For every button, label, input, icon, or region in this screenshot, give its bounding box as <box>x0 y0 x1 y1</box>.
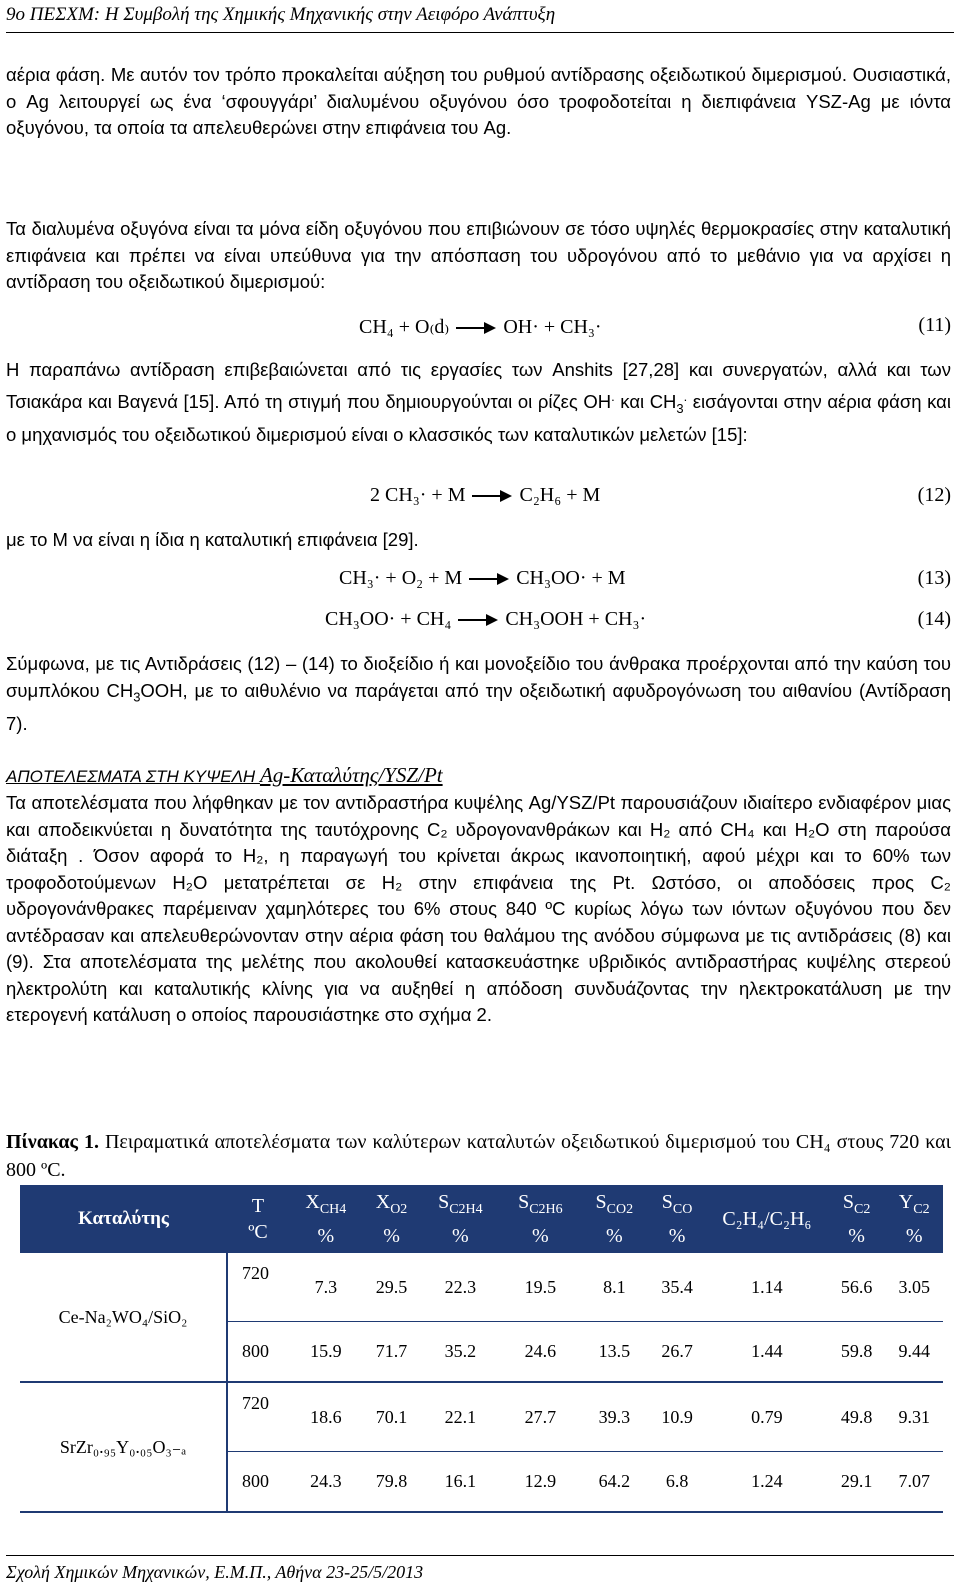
equation-11 <box>0 314 951 342</box>
col-sco: $S_{CO}$ % <box>648 1185 706 1253</box>
value-cell: 15.9 <box>289 1322 363 1383</box>
reaction-arrow-icon <box>456 322 496 334</box>
reaction-arrow-icon <box>458 614 498 626</box>
results-table <box>20 1185 943 1513</box>
eq11-number: (11) <box>918 314 951 336</box>
temperature-cell: 800 <box>227 1322 289 1383</box>
value-cell: 71.7 <box>363 1322 421 1383</box>
value-cell: 1.44 <box>706 1322 828 1383</box>
eq14-lhs: CH₃OO· + CH₄ <box>325 608 452 630</box>
paragraph-5: Σύμφωνα, με τις Αντιδράσεις (12) – (14) το διοξείδιο ή και μονοξείδιο του άνθρακα προέρχονται από την καύση του συμπλόκου $CH_3OOH$, με το αιθυλένιο να παράγεται από την οξειδωτική αφυδρογόνωση του αιθανίου (Αντίδραση 7). <box>6 653 951 734</box>
value-cell: 56.6 <box>828 1253 886 1322</box>
eq11-rhs: OH· + CH₃· <box>503 316 602 338</box>
temperature-cell: 720 <box>227 1253 289 1322</box>
col-catalyst: Καταλύτης <box>20 1185 227 1253</box>
value-cell: 27.7 <box>500 1382 580 1452</box>
table-row <box>20 1382 943 1452</box>
value-cell: 8.1 <box>580 1253 648 1322</box>
value-cell: 9.44 <box>885 1322 943 1383</box>
eq12-number: (12) <box>917 484 951 506</box>
value-cell: 0.79 <box>706 1382 828 1452</box>
value-cell: 70.1 <box>363 1382 421 1452</box>
value-cell: 49.8 <box>828 1382 886 1452</box>
value-cell: 24.3 <box>289 1452 363 1513</box>
col-temperature: T ºC <box>227 1185 289 1253</box>
eq12-rhs: C₂H₆ + M <box>519 484 601 506</box>
col-xch4: $X_{CH4}$ % <box>289 1185 363 1253</box>
eq13-number: (13) <box>917 567 951 589</box>
paragraph-1: αέρια φάση. Με αυτόν τον τρόπο προκαλείται αύξηση του ρυθμού αντίδρασης οξειδωτικού διμερισμού. Ουσιαστικά, ο Ag λειτουργεί ως ένα ‘σφουγγάρι’ διαλυμένου οξυγόνου όσο τροφοδοτείται η διεπιφάνεια YSZ-Ag με ιόντα οξυγόνου, τα οποία τα απελευθερώνει στην επιφάνεια του Ag. <box>6 64 951 138</box>
reaction-arrow-icon <box>469 573 509 585</box>
value-cell: 3.05 <box>885 1253 943 1322</box>
table-label: Πίνακας 1. <box>6 1131 99 1153</box>
col-xo2: $X_{O2}$ % <box>363 1185 421 1253</box>
eq13-rhs: CH₃OO· + M <box>516 567 626 589</box>
value-cell: 7.07 <box>885 1452 943 1513</box>
table-header-row <box>20 1185 943 1253</box>
value-cell: 18.6 <box>289 1382 363 1452</box>
value-cell: 7.3 <box>289 1253 363 1322</box>
equation-14 <box>0 608 951 636</box>
value-cell: 64.2 <box>580 1452 648 1513</box>
value-cell: 29.1 <box>828 1452 886 1513</box>
value-cell: 16.1 <box>420 1452 500 1513</box>
value-cell: 29.5 <box>363 1253 421 1322</box>
value-cell: 6.8 <box>648 1452 706 1513</box>
col-ratio: C₂H₄/C₂H₆ <box>706 1185 828 1253</box>
eq11-lhs: CH₄ + O₍d₎ <box>359 316 450 338</box>
running-footer: Σχολή Χημικών Μηχανικών, Ε.Μ.Π., Αθήνα 23-25/5/2013 <box>6 1555 954 1583</box>
paragraph-6: Τα αποτελέσματα που λήφθηκαν με τον αντιδραστήρα κυψέλης Ag/YSZ/Pt παρουσιάζουν ιδιαίτερο ενδιαφέρον μιας και αποδεικνύεται η δυνατότητα της ταυτόχρονης C₂ υδρογονανθράκων και H₂ από CH₄ και H₂O στη παρούσα διάταξη . Όσον αφορά το H₂, η παραγωγή του κρίνεται άκρως ικανοποιητική, αφού μέχρι και το 60% των τροφοδοτούμενων H₂O μετατρέπεται σε H₂ στην επιφάνεια της Pt. Ωστόσο, οι αποδόσεις προς C₂ υδρογονάνθρακες παρέμειναν χαμηλότερες του 6% στους 840 ºC κυρίως λόγω των ιόντων οξυγόνου που δεν αντέδρασαν και απελευθερώνονταν στην αέρια φάση του θαλάμου της ανόδου σύμφωνα με τις αντιδράσεις (8) και (9). Στα αποτελέσματα της μελέτης που ακολουθεί κατασκευάστηκε υβριδικός αντιδραστήρας κυψέλης στερεού ηλεκτρολύτη και καταλυτικής κλίνης για να αυξηθεί η απόδοση συνδυάζοντας την ηλεκτροκατάλυση με την ετερογενή κατάλυση ο οποίος παρουσιάστηκε στο σχήμα 2. <box>6 792 951 1025</box>
value-cell: 79.8 <box>363 1452 421 1513</box>
value-cell: 22.3 <box>420 1253 500 1322</box>
eq13-lhs: CH₃· + O₂ + M <box>339 567 463 589</box>
value-cell: 39.3 <box>580 1382 648 1452</box>
section-heading: ΑΠΟΤΕΛΕΣΜΑΤΑ ΣΤΗ ΚΥΨΕΛΗ Ag-Καταλύτης/YSZ/Pt <box>6 763 443 787</box>
table-caption: Πίνακας 1. Πειραματικά αποτελέσματα των καλύτερων καταλυτών οξειδωτικού διμερισμού του CH₄ στους 720 και 800 ºC. <box>6 1131 952 1181</box>
reaction-arrow-icon <box>472 490 512 502</box>
temperature-cell: 800 <box>227 1452 289 1513</box>
col-sc2h4: $S_{C2H4}$ % <box>420 1185 500 1253</box>
value-cell: 26.7 <box>648 1322 706 1383</box>
value-cell: 35.4 <box>648 1253 706 1322</box>
value-cell: 12.9 <box>500 1452 580 1513</box>
col-yc2: $Y_{C2}$ % <box>885 1185 943 1253</box>
value-cell: 10.9 <box>648 1382 706 1452</box>
value-cell: 1.14 <box>706 1253 828 1322</box>
paragraph-2: Τα διαλυμένα οξυγόνα είναι τα μόνα είδη οξυγόνου που επιβιώνουν σε τόσο υψηλές θερμοκρασίες στην καταλυτική επιφάνεια και πρέπει να είναι υπεύθυνα για την απόσπαση του υδρογόνου από το μεθάνιο για να αρχίσει η αντίδραση του οξειδωτικού διμερισμού: <box>6 218 951 292</box>
col-sco2: $S_{CO2}$ % <box>580 1185 648 1253</box>
value-cell: 22.1 <box>420 1382 500 1452</box>
value-cell: 24.6 <box>500 1322 580 1383</box>
value-cell: 9.31 <box>885 1382 943 1452</box>
equation-12 <box>0 484 951 512</box>
equation-13 <box>0 567 951 595</box>
running-header: 9ο ΠΕΣΧΜ: Η Συμβολή της Χημικής Μηχανικής στην Αειφόρο Ανάπτυξη <box>6 4 954 33</box>
paragraph-4: με το Μ να είναι η ίδια η καταλυτική επιφάνεια [29]. <box>6 529 419 550</box>
eq14-number: (14) <box>917 608 951 630</box>
table-row <box>20 1253 943 1322</box>
eq12-lhs: 2 CH₃· + M <box>370 484 466 506</box>
value-cell: 13.5 <box>580 1322 648 1383</box>
catalyst-cell: SrZr₀.₉₅Y₀.₀₅O₃₋ₐ <box>20 1382 227 1512</box>
value-cell: 1.24 <box>706 1452 828 1513</box>
value-cell: 59.8 <box>828 1322 886 1383</box>
temperature-cell: 720 <box>227 1382 289 1452</box>
paragraph-3: Η παραπάνω αντίδραση επιβεβαιώνεται από τις εργασίες των Anshits [27,28] και συνεργατών, αλλά και των Τσιακάρα και Βαγενά [15]. Από τη στιγμή που δημιουργούνται οι ρίζες ΟΗ. και $CH_3^.$ εισάγονται στην αέρια φάση και ο μηχανισμός του οξειδωτικού διμερισμού είναι ο κλασσικός των καταλυτικών μελετών [15]: <box>6 359 951 445</box>
value-cell: 35.2 <box>420 1322 500 1383</box>
col-sc2: $S_{C2}$ % <box>828 1185 886 1253</box>
col-sc2h6: $S_{C2H6}$ % <box>500 1185 580 1253</box>
value-cell: 19.5 <box>500 1253 580 1322</box>
catalyst-cell: Ce-Na₂WO₄/SiO₂ <box>20 1253 227 1382</box>
eq14-rhs: CH₃OOH + CH₃· <box>505 608 647 630</box>
